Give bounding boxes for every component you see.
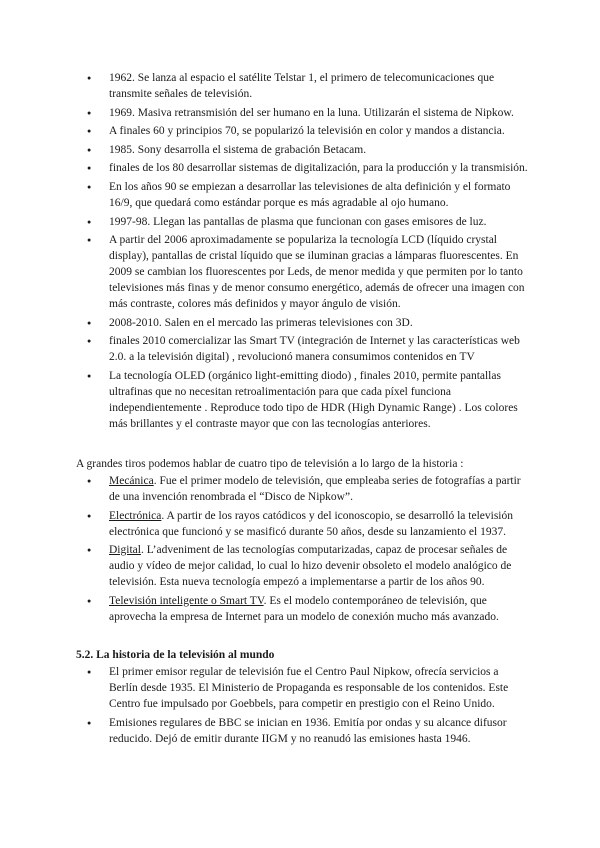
term-description: . Es el modelo contemporáneo de televisión, que aprovecha la empresa de Internet para un modelo de conexión mucho más avanzado. [109,594,499,623]
list-item: ● 1969. Masiva retransmisión del ser humano en la luna. Utilizarán el sistema de Nipkow. [76,105,528,121]
term-label: Digital [109,544,141,557]
term-label: Televisión inteligente o Smart TV [109,594,264,607]
world-history-list [76,664,528,749]
section-heading: 5.2. La historia de la televisión al mundo [76,649,275,661]
list-item: ● En los años 90 se empiezan a desarrollar las televisiones de alta definición y el formato 16/9, que quedará como estándar porque es más agradable al ojo humano. [76,179,528,211]
term-description: . L’adveniment de las tecnologías computarizadas, capaz de procesar señales de audio y vídeo de mejor calidad, lo cual lo hizo devenir obsoleto el modelo analógico de televisión. Esta nueva tecnología empezó a implementarse a partir de los años 90. [109,544,512,589]
list-item: ● 1997-98. Llegan las pantallas de plasma que funcionan con gases emisores de luz. [76,214,528,230]
list-item [76,508,528,540]
list-item: ● El primer emisor regular de televisión fue el Centro Paul Nipkow, ofrecía servicios a Berlín desde 1935. El Ministerio de Propaganda es responsable de los contenidos. Este Centro fue impulsado por Goebbels, para competir en prestigio con el Reino Unido. [76,664,528,712]
tv-types-list [76,473,528,627]
list-item [76,542,528,590]
list-item: ● A finales 60 y principios 70, se popularizó la televisión en color y mandos a distancia. [76,123,528,139]
list-item [76,593,528,625]
list-item: ● Emisiones regulares de BBC se inician en 1936. Emitía por ondas y su alcance difusor reducido. Dejó de emitir durante IIGM y no reanudó las emisiones hasta 1946. [76,715,528,747]
term-description: . A partir de los rayos catódicos y del iconoscopio, se desarrolló la televisión electrónica que funcionó y se masificó durante 50 años, desde su lanzamiento el 1937. [109,509,513,538]
list-item [76,473,528,505]
timeline-list [76,70,528,435]
intro-paragraph: A grandes tiros podemos hablar de cuatro tipo de televisión a lo largo de la historia : [76,458,464,470]
list-item: ● 1962. Se lanza al espacio el satélite Telstar 1, el primero de telecomunicaciones que transmite señales de televisión. [76,70,528,102]
term-label: Electrónica [109,509,162,522]
term-description: . Fue el primer modelo de televisión, que empleaba series de fotografías a partir de una invención renombrada el “Disco de Nipkow”. [109,475,521,503]
list-item: ● 1985. Sony desarrolla el sistema de grabación Betacam. [76,142,528,158]
list-item: ● La tecnología OLED (orgánico light-emitting diodo) , finales 2010, permite pantallas ultrafinas que no necesitan retroalimentación para que cada píxel funciona independientemente . Reproduce todo tipo de HDR (High Dynamic Range) . Los colores más brillantes y el contraste mayor que con las tecnologías anteriores. [76,368,528,432]
list-item: ● finales de los 80 desarrollar sistemas de digitalización, para la producción y la transmisión. [76,160,528,176]
list-item: ● finales 2010 comercializar las Smart TV (integración de Internet y las características web 2.0. a la televisión digital) , revolucionó manera consumimos contenidos en TV [76,333,528,365]
term-label: Mecánica [109,475,154,487]
list-item: ● 2008-2010. Salen en el mercado las primeras televisiones con 3D. [76,315,528,331]
list-item: ● A partir del 2006 aproximadamente se populariza la tecnología LCD (líquido crystal display), pantallas de cristal líquido que se iluminan gracias a lámparas fluorescentes. En 2009 se cambian los fluorescentes por Leds, de menor medida y que permiten por lo tanto televisiones más finas y de menor consumo energético, además de ofrecer una imagen con más contraste, colores más definidos y mayor ángulo de visión. [76,232,528,312]
